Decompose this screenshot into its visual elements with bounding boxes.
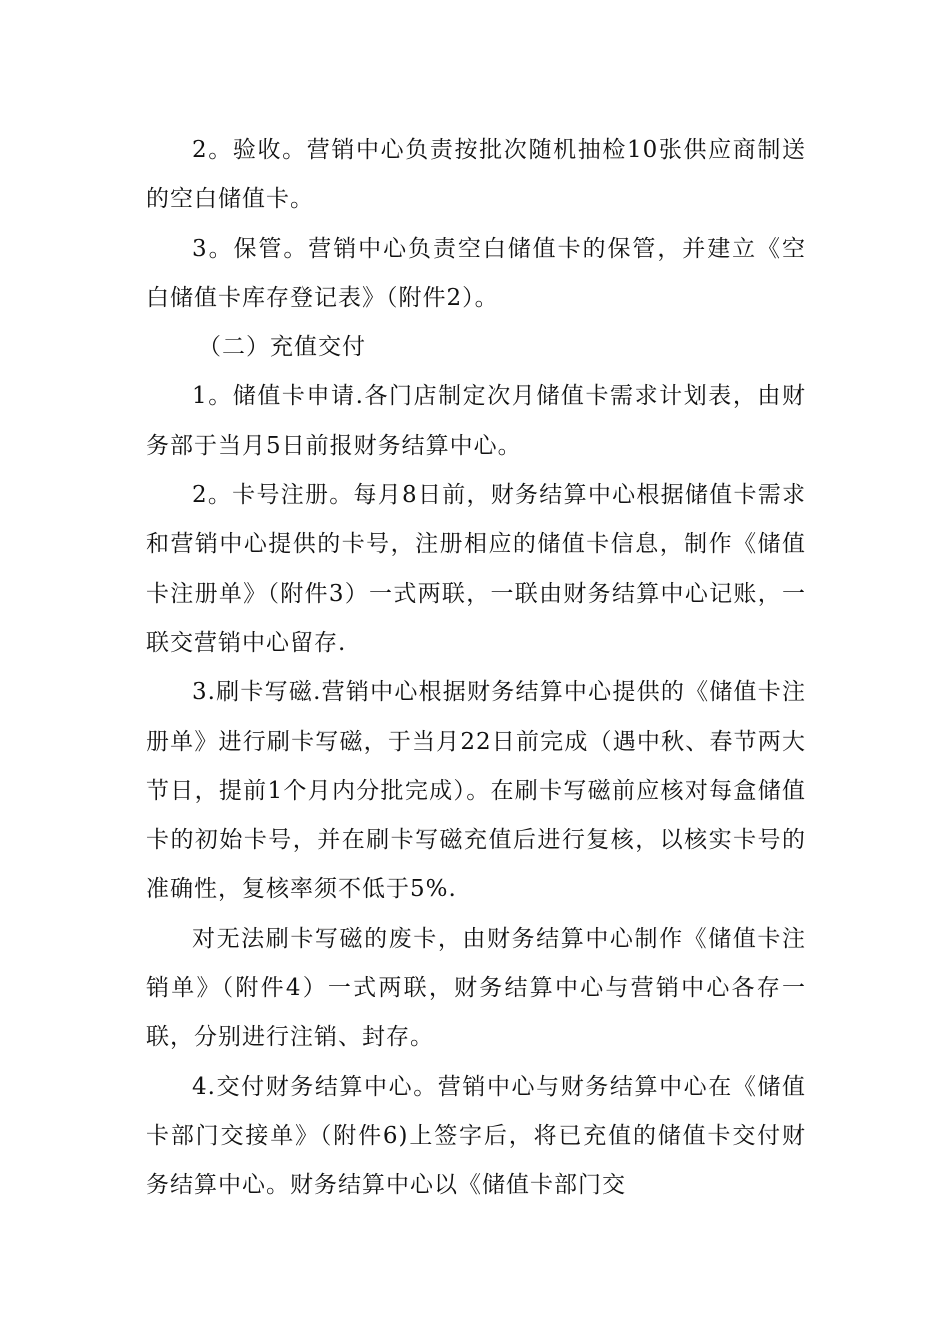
paragraph-storage: 3。保管。营销中心负责空白储值卡的保管，并建立《空白储值卡库存登记表》（附件2）。 — [146, 235, 806, 311]
paragraph-waste-cards: 对无法刷卡写磁的废卡，由财务结算中心制作《储值卡注销单》（附件4）一式两联，财务结算中心与营销中心各存一联，分别进行注销、封存。 — [146, 925, 806, 1051]
paragraph-acceptance: 2。验收。营销中心负责按批次随机抽检10张供应商制送的空白储值卡。 — [146, 137, 806, 213]
document-body — [146, 126, 806, 1211]
section-heading-recharge-delivery: （二）充值交付 — [198, 334, 366, 361]
paragraph-delivery: 4.交付财务结算中心。营销中心与财务结算中心在《储值卡部门交接单》（附件6)上签字后，将已充值的储值卡交付财务结算中心。财务结算中心以《储值卡部门交 — [146, 1073, 806, 1199]
paragraph-card-writing: 3.刷卡写磁.营销中心根据财务结算中心提供的《储值卡注册单》进行刷卡写磁，于当月22日前完成（遇中秋、春节两大节日，提前1个月内分批完成）。在刷卡写磁前应核对每盒储值卡的初始卡号，并在刷卡写磁充值后进行复核，以核实卡号的准确性，复核率须不低于5%. — [146, 679, 806, 903]
paragraph-card-registration: 2。卡号注册。每月8日前，财务结算中心根据储值卡需求和营销中心提供的卡号，注册相应的储值卡信息，制作《储值卡注册单》（附件3）一式两联，一联由财务结算中心记账，一联交营销中心留存. — [146, 482, 806, 656]
paragraph-card-application: 1。储值卡申请.各门店制定次月储值卡需求计划表，由财务部于当月5日前报财务结算中心。 — [146, 383, 806, 459]
